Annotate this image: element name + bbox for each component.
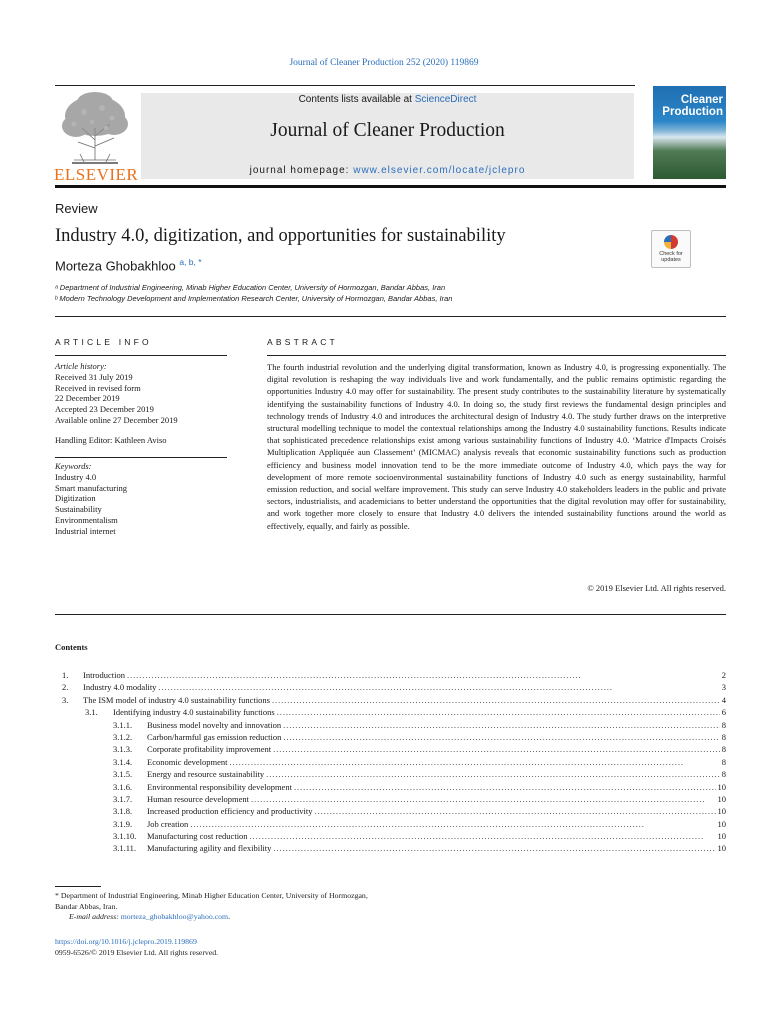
toc-entry-title[interactable]: Corporate profitability improvement [147,744,272,755]
toc-entry-page[interactable]: 10 [717,818,726,829]
toc-entry-number: 3.1.3. [113,744,133,755]
crossmark-label: Check for updates [659,251,683,263]
toc-leader-dots [266,768,720,780]
toc-entry-title[interactable]: Environmental responsibility development [147,781,292,792]
toc-leader-dots [190,818,715,830]
article-history [55,361,227,426]
toc-leader-dots [230,756,720,768]
toc-leader-dots [251,793,716,805]
toc-entry[interactable] [55,731,726,743]
check-for-updates-button[interactable] [651,230,691,268]
toc-entry-number: 3.1.4. [113,756,133,767]
contents-available-line [141,94,634,105]
header-rule [55,85,635,86]
toc-entry-page[interactable]: 3 [721,682,726,693]
cover-title-line1: Cleaner [680,94,723,106]
toc-entry-page[interactable]: 8 [721,769,726,780]
toc-entry-page[interactable]: 4 [721,694,726,705]
article-info-heading: ARTICLE INFO [55,337,152,347]
history-item: 22 December 2019 [55,393,120,404]
toc-entry-number: 3.1. [85,707,98,718]
sciencedirect-link[interactable]: ScienceDirect [414,94,477,105]
toc-leader-dots [127,669,720,681]
homepage-prefix: journal homepage: [249,165,354,176]
toc-entry-page[interactable]: 8 [721,719,726,730]
toc-leader-dots [283,719,720,731]
header-thick-rule [55,185,726,188]
toc-entry[interactable] [55,781,726,793]
toc-leader-dots [315,805,716,817]
toc-entry-title[interactable]: The ISM model of industry 4.0 sustainability functions [83,694,270,705]
keyword-item: Sustainability [55,504,102,515]
toc-entry-number: 3.1.11. [113,843,137,854]
journal-citation[interactable]: Journal of Cleaner Production 252 (2020) 119869 [289,58,479,68]
toc-entry-number: 3.1.6. [113,781,133,792]
cover-title [657,94,723,118]
toc-leader-dots [283,731,719,743]
toc-entry-page[interactable]: 6 [721,707,726,718]
keyword-item: Environmentalism [55,514,118,525]
toc-entry-number: 3.1.8. [113,806,133,817]
keyword-item: Industry 4.0 [55,471,97,482]
toc-leader-dots [294,781,716,793]
toc-leader-dots [273,842,715,854]
toc-entry-page[interactable]: 10 [717,793,726,804]
history-item: Received 31 July 2019 [55,371,133,382]
corresponding-author-footnote: * Department of Industrial Engineering, Minab Higher Education Center, University of Hormozgan, Bandar Abbas, Iran. [55,891,368,911]
toc-entry-title[interactable]: Energy and resource sustainability [147,769,265,780]
history-item: Received in revised form [55,382,141,393]
author-affiliation-marks[interactable]: a, b, * [179,257,202,267]
toc-entry-page[interactable]: 10 [717,781,726,792]
abstract-heading: ABSTRACT [267,337,338,347]
keyword-item: Digitization [55,493,96,504]
toc-entry-title[interactable]: Human resource development [147,793,249,804]
article-info-rule [55,355,227,356]
email-footnote [55,912,385,923]
toc-leader-dots [273,743,720,755]
article-author [55,257,202,273]
toc-entry-title[interactable]: Manufacturing cost reduction [147,831,248,842]
toc-entry-number: 3.1.1. [113,719,133,730]
toc-entry[interactable] [55,818,726,830]
toc-entry-number: 3. [62,694,69,705]
abstract-text: The fourth industrial revolution and the underlying digital transformation, known as Industry 4.0, is progressing exponentially. The digital revolution is reshaping the way individuals live and work fundamentally, and the public remains optimistic regarding the opportunities Industry 4.0 may offer for sustainability. The present study contributes to the sustainability literature by systematically identifying the sustainability functions of Industry 4.0. In doing so, the study first reviews the fundamental design principles and technology trends of Industry 4.0 and introduces the architectural design of Industry 4.0. The study further draws on the interpretive structural modelling technique to model the contextual relationships among the Industry 4.0 sustainability functions. Results indicate that sophisticated precedence relationships exist among various sustainability functions of Industry 4.0. ‘Matrice d'Impacts Croisés Multiplication Appliquée aun Classement’ (MICMAC) analysis reveals that economic sustainability functions such as production efficiency and business model innovation tend to be the more immediate outcome of Industry 4.0, which pays the way for development of more remote socioenvironmental sustainability functions of Industry 4.0 such as energy sustainability, harmful emission reduction, and social welfare improvement. This study can serve Industry 4.0 stakeholders leaders in the public and private sectors, industrialists, and academicians to better understand the opportunities that the digital revolution may offer for sustainability, and work together more closely to ensure that Industry 4.0 delivers the intended sustainability functions around the world as effectively, equally, and fairly as possible. [267,362,726,531]
toc-entry[interactable] [55,756,726,768]
toc-entry[interactable] [55,669,726,681]
toc-entry-number: 3.1.5. [113,769,133,780]
keywords-block [55,461,227,537]
toc-entry-title[interactable]: Increased production efficiency and productivity [147,806,313,817]
toc-entry[interactable] [55,842,726,854]
contents-heading: Contents [55,642,88,652]
toc-entry-page[interactable]: 8 [721,744,726,755]
toc-entry-title[interactable]: Carbon/harmful gas emission reduction [147,731,282,742]
toc-leader-dots [250,830,716,842]
toc-entry[interactable] [55,694,726,706]
toc-entry-title[interactable]: Business model novelty and innovation [147,719,282,730]
toc-entry-page[interactable]: 8 [721,756,726,767]
history-label: Article history: [55,361,107,371]
keywords-label: Keywords: [55,461,92,471]
footnote-rule [55,886,101,887]
section-rule [55,316,726,317]
toc-entry-title[interactable]: Manufacturing agility and flexibility [147,843,272,854]
doi-link[interactable]: https://doi.org/10.1016/j.jclepro.2019.119869 [55,937,197,946]
toc-entry-title[interactable]: Industry 4.0 modality [83,682,157,693]
toc-entry-number: 1. [62,670,69,680]
history-item: Available online 27 December 2019 [55,414,178,425]
toc-leader-dots [277,706,720,718]
toc-entry[interactable] [55,719,726,731]
toc-entry-page[interactable]: 10 [717,831,726,842]
toc-leader-dots [272,694,720,706]
contents-rule [55,614,726,615]
toc-entry-page[interactable]: 10 [717,843,726,854]
article-title: Industry 4.0, digitization, and opportunities for sustainability [55,226,506,246]
toc-entry[interactable] [55,768,726,780]
crossmark-icon [664,235,678,249]
handling-editor: Handling Editor: Kathleen Aviso [55,435,167,445]
toc-entry[interactable] [55,805,726,817]
toc-entry-number: 3.1.10. [113,831,137,842]
affiliation-b: ᵇ Modern Technology Development and Implementation Research Center, University of Hormozgan, Bandar Abbas, Iran [55,294,453,303]
toc-entry-title[interactable]: Job creation [147,818,189,829]
toc-entry[interactable] [55,793,726,805]
journal-title: Journal of Cleaner Production [270,120,505,141]
author-name[interactable]: Morteza Ghobakhloo [55,258,176,274]
toc-entry-number: 2. [62,682,69,693]
keyword-item: Industrial internet [55,525,116,536]
toc-entry-page[interactable]: 10 [717,806,726,817]
abstract-rule [267,355,726,356]
toc-entry-page[interactable]: 8 [721,731,726,742]
toc-entry-title[interactable]: Economic development [147,756,228,767]
journal-homepage-line [141,165,634,176]
keyword-item: Smart manufacturing [55,482,127,493]
affiliation-a: ᵃ Department of Industrial Engineering, Minab Higher Education Center, University of Hormozgan, Bandar Abbas, Iran [55,283,446,292]
toc-entry-title[interactable]: Identifying industry 4.0 sustainability functions [113,707,275,718]
email-label: E-mail address: [69,912,121,921]
toc-entry-page[interactable]: 2 [721,670,726,680]
history-item: Accepted 23 December 2019 [55,404,154,415]
homepage-link[interactable]: www.elsevier.com/locate/jclepro [353,165,526,176]
toc-entry-number: 3.1.7. [113,793,133,804]
toc-entry[interactable] [55,830,726,842]
journal-cover-image[interactable] [653,86,726,179]
toc-entry-number: 3.1.9. [113,818,133,829]
toc-leader-dots [158,681,719,693]
toc-entry-number: 3.1.2. [113,731,133,742]
toc-entry-title[interactable]: Introduction [83,670,126,680]
elsevier-wordmark: ELSEVIER [54,165,139,184]
toc-entry[interactable] [55,706,726,718]
toc-entry[interactable] [55,681,726,693]
issn-line: 0959-6526/© 2019 Elsevier Ltd. All rights reserved. [55,948,219,957]
contents-prefix: Contents lists available at [298,94,415,105]
email-suffix: . [228,912,231,921]
article-type: Review [55,201,98,216]
email-link[interactable]: morteza_ghobakhloo@yahoo.com [120,912,229,921]
cover-title-line2: Production [662,106,723,118]
abstract-copyright: © 2019 Elsevier Ltd. All rights reserved. [587,583,726,593]
table-of-contents [55,669,726,855]
keywords-rule [55,457,227,458]
toc-entry[interactable] [55,743,726,755]
